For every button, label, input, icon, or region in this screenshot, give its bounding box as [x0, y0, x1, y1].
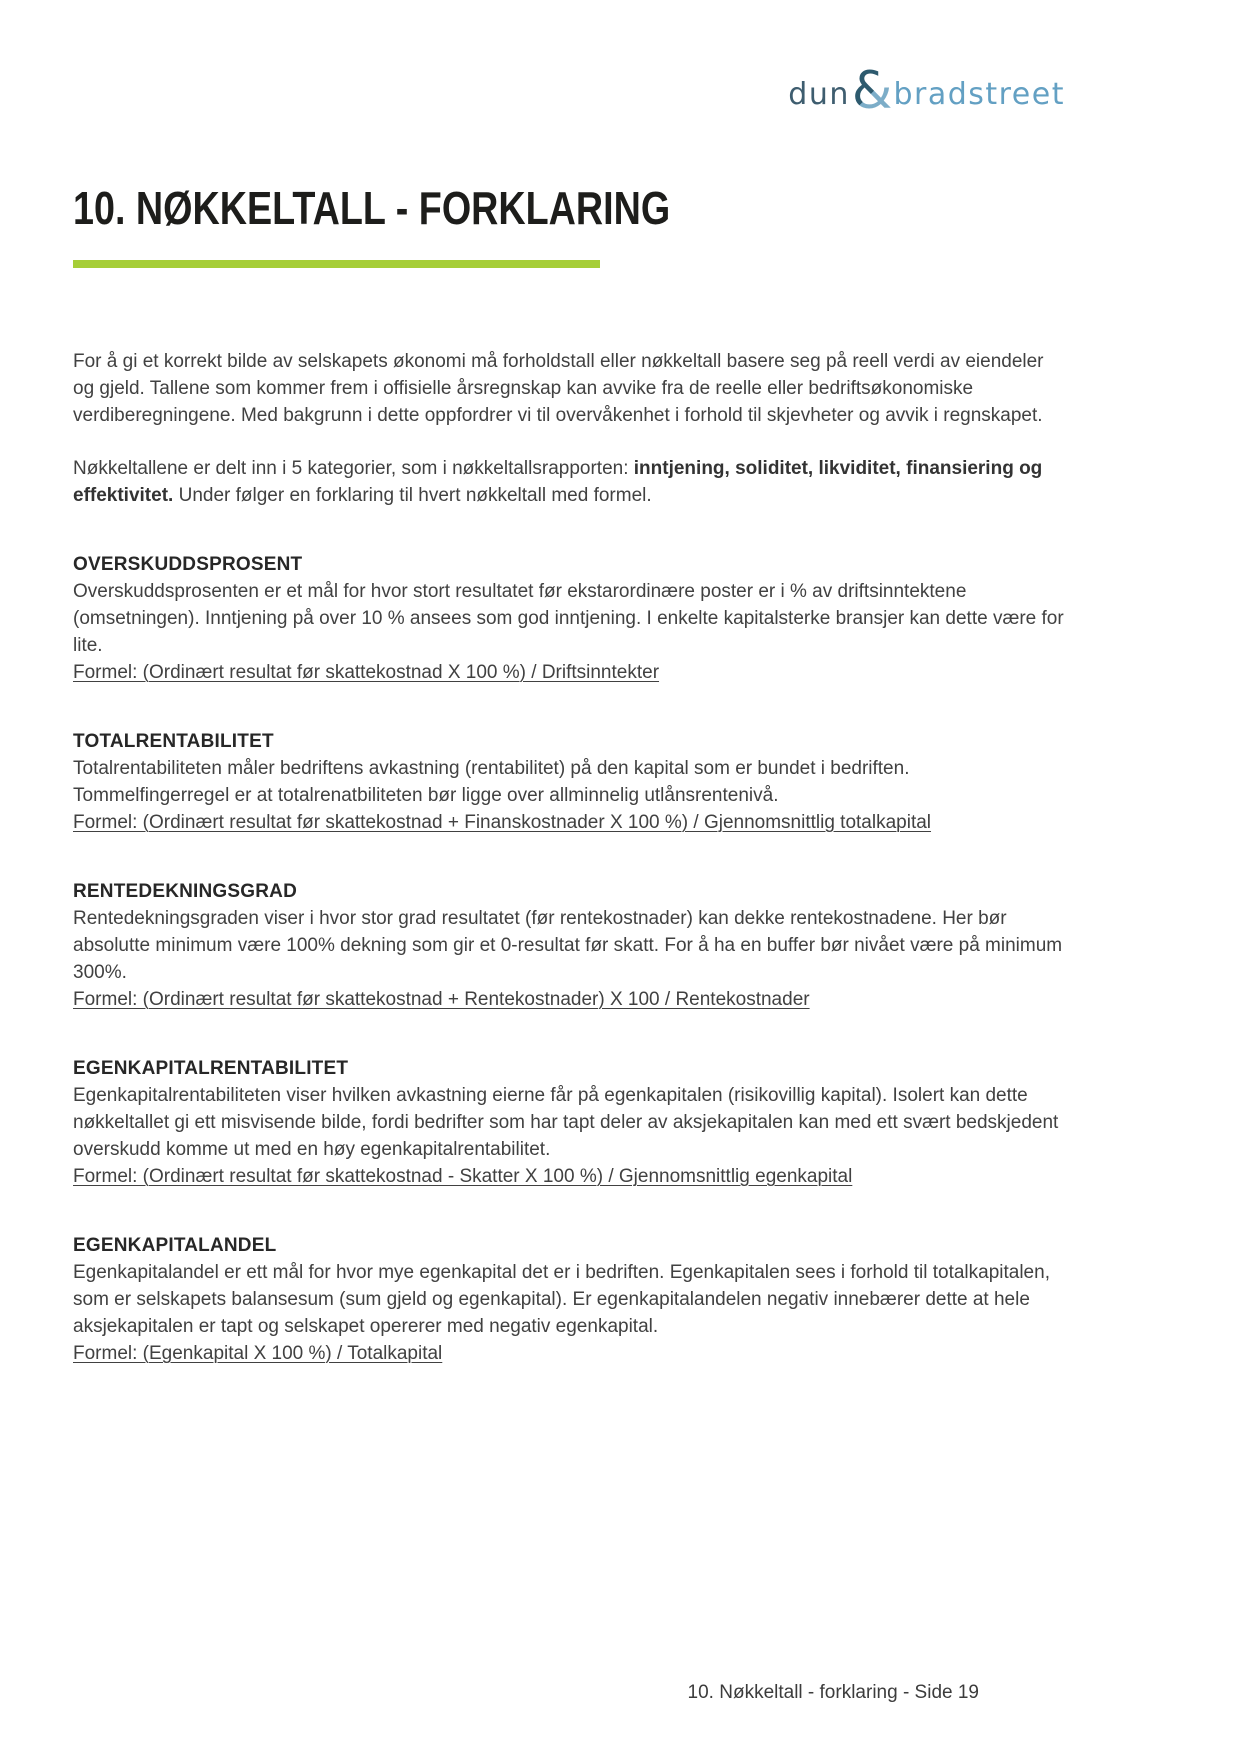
title-accent-rule — [73, 260, 600, 268]
section-egenkapitalandel — [73, 1232, 1069, 1367]
intro-paragraph-2-lead: Nøkkeltallene er delt inn i 5 kategorier, som i nøkkeltallsrapporten: — [73, 457, 634, 479]
section-egenkapitalrentabilitet — [73, 1055, 1069, 1190]
section-body: Rentedekningsgraden viser i hvor stor grad resultatet (før rentekostnader) kan dekke rentekostnadene. Her bør absolutte minimum være 100% dekning som gir et 0-resultat før skatt. For å ha en buffer bør nivået være på minimum 300%. — [73, 907, 1063, 983]
section-heading: OVERSKUDDSPROSENT — [73, 553, 303, 575]
dun-bradstreet-logo — [788, 61, 1065, 121]
section-heading: RENTEDEKNINGSGRAD — [73, 880, 298, 902]
logo-word-bradstreet: bradstreet — [893, 76, 1065, 112]
section-heading: TOTALRENTABILITET — [73, 730, 274, 752]
page-title: 10. NØKKELTALL - FORKLARING — [73, 182, 671, 234]
section-rentedekningsgrad — [73, 878, 1069, 1013]
section-heading: EGENKAPITALANDEL — [73, 1234, 277, 1256]
intro-paragraph-2-tail: Under følger en forklaring til hvert nøkkeltall med formel. — [173, 484, 652, 506]
section-heading: EGENKAPITALRENTABILITET — [73, 1057, 349, 1079]
section-overskuddsprosent — [73, 551, 1069, 686]
section-body: Egenkapitalandel er ett mål for hvor mye egenkapital det er i bedriften. Egenkapitalen sees i forhold til totalkapitalen, som er selskapets balansesum (sum gjeld og egenkapital). Er egenkapitalandelen negativ innebærer dette at hele aksjekapitalen er tapt og selskapet opererer med negativ egenkapital. — [73, 1261, 1050, 1337]
section-totalrentabilitet — [73, 728, 1069, 836]
intro-paragraph-2-categories: inntjening, soliditet, likviditet, finansiering og effektivitet. — [73, 457, 1043, 506]
page-footer: 10. Nøkkeltall - forklaring - Side 19 — [687, 1682, 979, 1703]
section-formula: Formel: (Ordinært resultat før skattekostnad + Rentekostnader) X 100 / Rentekostnader — [73, 988, 810, 1010]
intro-paragraph-2 — [73, 455, 1069, 509]
section-formula: Formel: (Ordinært resultat før skattekostnad X 100 %) / Driftsinntekter — [73, 661, 660, 683]
section-body: Totalrentabiliteten måler bedriftens avkastning (rentabilitet) på den kapital som er bundet i bedriften. Tommelfingerregel er at totalrenatbiliteten bør ligge over allminnelig utlånsrentenivå. — [73, 757, 910, 806]
section-formula: Formel: (Egenkapital X 100 %) / Totalkapital — [73, 1342, 443, 1364]
intro-block — [73, 348, 1069, 509]
section-formula: Formel: (Ordinært resultat før skattekostnad - Skatter X 100 %) / Gjennomsnittlig egenkapital — [73, 1165, 853, 1187]
section-body: Overskuddsprosenten er et mål for hvor stort resultatet før ekstarordinære poster er i % av driftsinntektene (omsetningen). Inntjening på over 10 % ansees som god inntjening. I enkelte kapitalsterke bransjer kan dette være for lite. — [73, 580, 1064, 656]
intro-paragraph-1: For å gi et korrekt bilde av selskapets økonomi må forholdstall eller nøkkeltall basere seg på reell verdi av eiendeler og gjeld. Tallene som kommer frem i offisielle årsregnskap kan avvike fra de reelle eller bedriftsøkonomiske verdiberegningene. Med bakgrunn i dette oppfordrer vi til overvåkenhet i forhold til skjevheter og avvik i regnskapet. — [73, 350, 1044, 426]
section-body: Egenkapitalrentabiliteten viser hvilken avkastning eierne får på egenkapitalen (risikovillig kapital). Isolert kan dette nøkkeltallet gi ett misvisende bilde, fordi bedrifter som har tapt deler av aksjekapitalen kan med ett svært bedskjedent overskudd komme ut med en høy egenkapitalrentabilitet. — [73, 1084, 1059, 1160]
section-formula: Formel: (Ordinært resultat før skattekostnad + Finanskostnader X 100 %) / Gjennomsnittlig totalkapital — [73, 811, 932, 833]
ampersand-icon: & — [851, 61, 893, 121]
logo-word-dun: dun — [788, 76, 850, 112]
